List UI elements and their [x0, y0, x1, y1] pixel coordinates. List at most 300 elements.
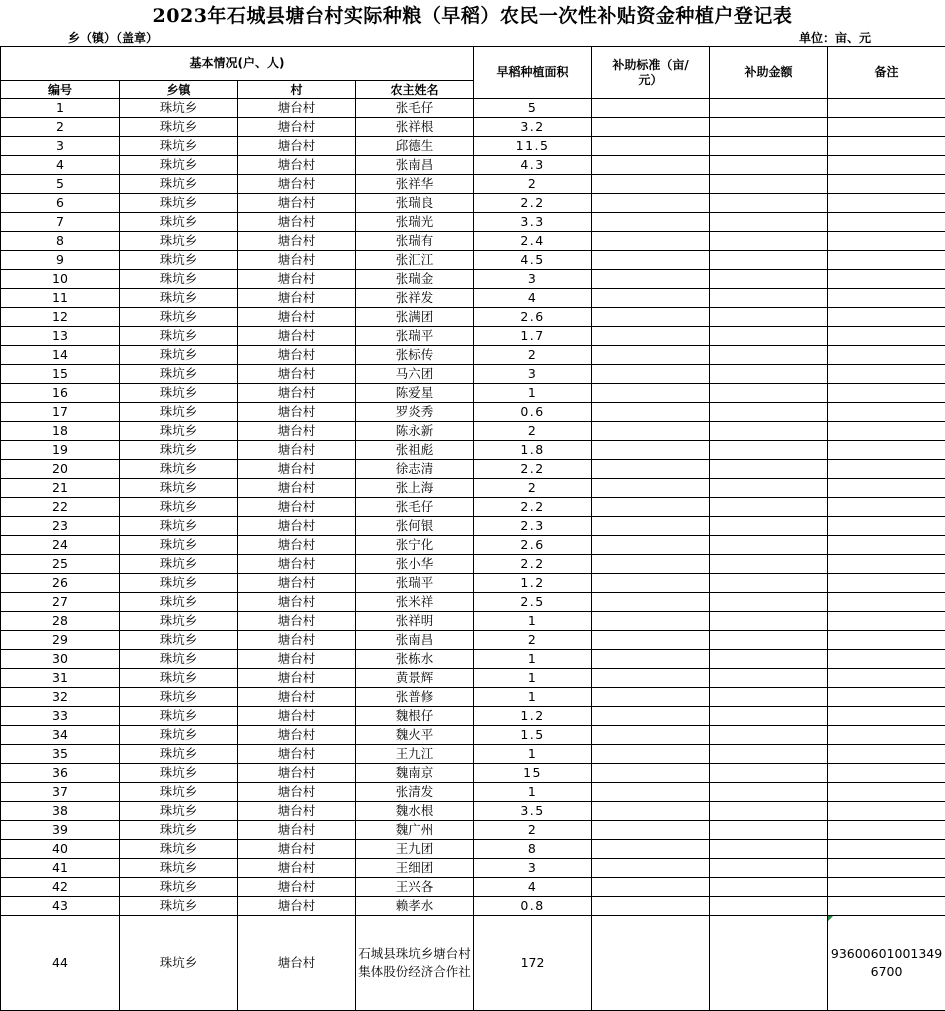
cell-subsidy-amount — [710, 289, 828, 308]
cell-township: 珠坑乡 — [120, 194, 238, 213]
cell-farmer-name: 魏根仔 — [356, 707, 474, 726]
cell-subsidy-amount — [710, 460, 828, 479]
cell-township: 珠坑乡 — [120, 555, 238, 574]
cell-subsidy-standard — [592, 593, 710, 612]
cell-remarks — [828, 840, 945, 859]
cell-village: 塘台村 — [238, 422, 356, 441]
table-row — [1, 916, 945, 1011]
table-row — [1, 365, 945, 384]
table-row — [1, 137, 945, 156]
cell-remarks — [828, 536, 945, 555]
cell-township: 珠坑乡 — [120, 707, 238, 726]
cell-farmer-name: 张普修 — [356, 688, 474, 707]
cell-township: 珠坑乡 — [120, 213, 238, 232]
sub-header-row — [0, 30, 945, 46]
cell-no: 10 — [1, 270, 120, 289]
table-row — [1, 555, 945, 574]
cell-township: 珠坑乡 — [120, 593, 238, 612]
table-row — [1, 707, 945, 726]
table-row — [1, 612, 945, 631]
cell-early-rice-area: 1.5 — [474, 726, 592, 745]
cell-early-rice-area: 4.5 — [474, 251, 592, 270]
cell-subsidy-standard — [592, 878, 710, 897]
cell-subsidy-standard — [592, 289, 710, 308]
cell-remarks — [828, 612, 945, 631]
cell-township: 珠坑乡 — [120, 99, 238, 118]
cell-village: 塘台村 — [238, 859, 356, 878]
table-row — [1, 251, 945, 270]
cell-remarks — [828, 194, 945, 213]
cell-subsidy-standard — [592, 669, 710, 688]
cell-early-rice-area: 15 — [474, 764, 592, 783]
cell-subsidy-standard — [592, 460, 710, 479]
cell-remarks — [828, 878, 945, 897]
table-row — [1, 289, 945, 308]
cell-no: 6 — [1, 194, 120, 213]
cell-no: 5 — [1, 175, 120, 194]
cell-subsidy-amount — [710, 175, 828, 194]
cell-no: 42 — [1, 878, 120, 897]
cell-subsidy-amount — [710, 422, 828, 441]
cell-subsidy-amount — [710, 517, 828, 536]
cell-village: 塘台村 — [238, 631, 356, 650]
cell-remarks — [828, 897, 945, 916]
cell-subsidy-standard — [592, 764, 710, 783]
cell-farmer-name: 陈永新 — [356, 422, 474, 441]
cell-no: 9 — [1, 251, 120, 270]
cell-village: 塘台村 — [238, 802, 356, 821]
cell-township: 珠坑乡 — [120, 441, 238, 460]
table-row — [1, 821, 945, 840]
cell-subsidy-amount — [710, 536, 828, 555]
cell-subsidy-standard — [592, 897, 710, 916]
cell-no: 34 — [1, 726, 120, 745]
cell-subsidy-amount — [710, 555, 828, 574]
cell-early-rice-area: 11.5 — [474, 137, 592, 156]
cell-township: 珠坑乡 — [120, 175, 238, 194]
cell-remarks — [828, 916, 945, 1011]
table-row — [1, 441, 945, 460]
header-no: 编号 — [1, 81, 120, 99]
cell-township: 珠坑乡 — [120, 897, 238, 916]
cell-farmer-name: 张瑞良 — [356, 194, 474, 213]
cell-subsidy-amount — [710, 384, 828, 403]
cell-remarks — [828, 802, 945, 821]
cell-subsidy-standard — [592, 726, 710, 745]
cell-township: 珠坑乡 — [120, 688, 238, 707]
township-seal-label: 乡（镇）（盖章） — [68, 30, 158, 46]
cell-township: 珠坑乡 — [120, 137, 238, 156]
table-row — [1, 403, 945, 422]
cell-remarks — [828, 384, 945, 403]
cell-remarks — [828, 821, 945, 840]
table-row — [1, 878, 945, 897]
cell-township: 珠坑乡 — [120, 422, 238, 441]
cell-subsidy-standard — [592, 612, 710, 631]
cell-township: 珠坑乡 — [120, 498, 238, 517]
cell-early-rice-area: 4 — [474, 878, 592, 897]
cell-no: 41 — [1, 859, 120, 878]
cell-remarks — [828, 213, 945, 232]
cell-no: 23 — [1, 517, 120, 536]
cell-township: 珠坑乡 — [120, 726, 238, 745]
cell-early-rice-area: 1 — [474, 612, 592, 631]
cell-farmer-name: 石城县珠坑乡塘台村集体股份经济合作社 — [356, 916, 474, 1011]
cell-subsidy-amount — [710, 251, 828, 270]
table-row — [1, 308, 945, 327]
cell-no: 25 — [1, 555, 120, 574]
table-row — [1, 745, 945, 764]
table-row — [1, 574, 945, 593]
cell-remarks — [828, 308, 945, 327]
table-row — [1, 384, 945, 403]
table-row — [1, 194, 945, 213]
cell-township: 珠坑乡 — [120, 574, 238, 593]
cell-farmer-name: 张毛仔 — [356, 99, 474, 118]
cell-subsidy-standard — [592, 745, 710, 764]
cell-village: 塘台村 — [238, 460, 356, 479]
header-village: 村 — [238, 81, 356, 99]
cell-subsidy-standard — [592, 175, 710, 194]
cell-subsidy-amount — [710, 156, 828, 175]
cell-remarks — [828, 137, 945, 156]
cell-village: 塘台村 — [238, 156, 356, 175]
cell-early-rice-area: 2.5 — [474, 593, 592, 612]
table-row — [1, 118, 945, 137]
cell-remarks — [828, 346, 945, 365]
cell-township: 珠坑乡 — [120, 251, 238, 270]
cell-subsidy-amount — [710, 897, 828, 916]
cell-early-rice-area: 1 — [474, 783, 592, 802]
cell-subsidy-amount — [710, 593, 828, 612]
cell-no: 36 — [1, 764, 120, 783]
cell-no: 30 — [1, 650, 120, 669]
cell-remarks — [828, 365, 945, 384]
cell-subsidy-amount — [710, 650, 828, 669]
cell-village: 塘台村 — [238, 650, 356, 669]
cell-subsidy-standard — [592, 707, 710, 726]
cell-farmer-name: 张南昌 — [356, 156, 474, 175]
cell-no: 32 — [1, 688, 120, 707]
cell-farmer-name: 赖孝水 — [356, 897, 474, 916]
cell-farmer-name: 徐志清 — [356, 460, 474, 479]
cell-village: 塘台村 — [238, 517, 356, 536]
cell-farmer-name: 王九江 — [356, 745, 474, 764]
cell-no: 24 — [1, 536, 120, 555]
cell-comment-marker — [828, 916, 833, 921]
cell-village: 塘台村 — [238, 498, 356, 517]
table-row — [1, 175, 945, 194]
cell-township: 珠坑乡 — [120, 783, 238, 802]
page-title: 2023年石城县塘台村实际种粮（早稻）农民一次性补贴资金种植户登记表 — [0, 0, 945, 30]
cell-early-rice-area: 3 — [474, 365, 592, 384]
cell-farmer-name: 陈爱星 — [356, 384, 474, 403]
cell-subsidy-standard — [592, 308, 710, 327]
cell-subsidy-amount — [710, 840, 828, 859]
cell-subsidy-standard — [592, 517, 710, 536]
cell-village: 塘台村 — [238, 441, 356, 460]
cell-township: 珠坑乡 — [120, 156, 238, 175]
cell-village: 塘台村 — [238, 764, 356, 783]
cell-no: 20 — [1, 460, 120, 479]
cell-early-rice-area: 1 — [474, 669, 592, 688]
table-row — [1, 156, 945, 175]
cell-early-rice-area: 3 — [474, 859, 592, 878]
header-row-1 — [1, 47, 945, 81]
table-row — [1, 764, 945, 783]
cell-township: 珠坑乡 — [120, 878, 238, 897]
cell-remarks — [828, 327, 945, 346]
cell-early-rice-area: 1.7 — [474, 327, 592, 346]
cell-early-rice-area: 3 — [474, 270, 592, 289]
cell-village: 塘台村 — [238, 688, 356, 707]
cell-village: 塘台村 — [238, 213, 356, 232]
cell-early-rice-area: 2 — [474, 821, 592, 840]
cell-remarks — [828, 460, 945, 479]
cell-farmer-name: 王兴各 — [356, 878, 474, 897]
cell-village: 塘台村 — [238, 555, 356, 574]
cell-no: 38 — [1, 802, 120, 821]
cell-remarks — [828, 859, 945, 878]
cell-subsidy-standard — [592, 536, 710, 555]
cell-farmer-name: 张祥发 — [356, 289, 474, 308]
cell-township: 珠坑乡 — [120, 308, 238, 327]
cell-no: 18 — [1, 422, 120, 441]
cell-subsidy-amount — [710, 270, 828, 289]
cell-remarks — [828, 688, 945, 707]
cell-remarks — [828, 156, 945, 175]
cell-subsidy-standard — [592, 441, 710, 460]
cell-village: 塘台村 — [238, 346, 356, 365]
cell-remarks — [828, 498, 945, 517]
cell-township: 珠坑乡 — [120, 289, 238, 308]
cell-village: 塘台村 — [238, 574, 356, 593]
table-row — [1, 270, 945, 289]
cell-early-rice-area: 2.6 — [474, 536, 592, 555]
cell-no: 33 — [1, 707, 120, 726]
cell-township: 珠坑乡 — [120, 916, 238, 1011]
header-basic-info: 基本情况(户、人) — [1, 47, 474, 81]
cell-no: 19 — [1, 441, 120, 460]
cell-subsidy-amount — [710, 726, 828, 745]
table-row — [1, 536, 945, 555]
cell-farmer-name: 黄景辉 — [356, 669, 474, 688]
cell-subsidy-standard — [592, 137, 710, 156]
cell-no: 1 — [1, 99, 120, 118]
cell-village: 塘台村 — [238, 593, 356, 612]
cell-remarks — [828, 631, 945, 650]
cell-early-rice-area: 1.2 — [474, 707, 592, 726]
header-subsidy-standard: 补助标准（亩/元） — [592, 47, 710, 99]
cell-no: 15 — [1, 365, 120, 384]
cell-village: 塘台村 — [238, 536, 356, 555]
cell-early-rice-area: 2.4 — [474, 232, 592, 251]
cell-farmer-name: 张毛仔 — [356, 498, 474, 517]
cell-no: 7 — [1, 213, 120, 232]
cell-farmer-name: 马六团 — [356, 365, 474, 384]
table-row — [1, 479, 945, 498]
cell-no: 13 — [1, 327, 120, 346]
cell-subsidy-standard — [592, 403, 710, 422]
cell-subsidy-standard — [592, 802, 710, 821]
cell-no: 4 — [1, 156, 120, 175]
header-subsidy-amount: 补助金额 — [710, 47, 828, 99]
cell-subsidy-amount — [710, 99, 828, 118]
cell-village: 塘台村 — [238, 612, 356, 631]
cell-subsidy-amount — [710, 612, 828, 631]
cell-no: 31 — [1, 669, 120, 688]
cell-no: 8 — [1, 232, 120, 251]
cell-subsidy-standard — [592, 327, 710, 346]
cell-farmer-name: 张南昌 — [356, 631, 474, 650]
cell-subsidy-amount — [710, 118, 828, 137]
cell-early-rice-area: 1 — [474, 745, 592, 764]
cell-subsidy-amount — [710, 441, 828, 460]
cell-early-rice-area: 4.3 — [474, 156, 592, 175]
cell-early-rice-area: 0.8 — [474, 897, 592, 916]
cell-village: 塘台村 — [238, 821, 356, 840]
cell-village: 塘台村 — [238, 916, 356, 1011]
cell-subsidy-amount — [710, 194, 828, 213]
cell-subsidy-standard — [592, 650, 710, 669]
cell-early-rice-area: 3.2 — [474, 118, 592, 137]
cell-early-rice-area: 2.2 — [474, 555, 592, 574]
cell-remarks — [828, 669, 945, 688]
cell-village: 塘台村 — [238, 175, 356, 194]
cell-subsidy-amount — [710, 764, 828, 783]
cell-subsidy-amount — [710, 479, 828, 498]
cell-village: 塘台村 — [238, 137, 356, 156]
table-row — [1, 802, 945, 821]
table-row — [1, 346, 945, 365]
cell-township: 珠坑乡 — [120, 536, 238, 555]
cell-subsidy-standard — [592, 422, 710, 441]
cell-early-rice-area: 2 — [474, 479, 592, 498]
cell-township: 珠坑乡 — [120, 764, 238, 783]
unit-label: 单位：亩、元 — [799, 30, 871, 46]
cell-village: 塘台村 — [238, 99, 356, 118]
cell-early-rice-area: 3.5 — [474, 802, 592, 821]
cell-farmer-name: 魏水根 — [356, 802, 474, 821]
table-row — [1, 99, 945, 118]
header-remarks: 备注 — [828, 47, 945, 99]
cell-no: 16 — [1, 384, 120, 403]
cell-farmer-name: 张何银 — [356, 517, 474, 536]
cell-early-rice-area: 3.3 — [474, 213, 592, 232]
table-row — [1, 232, 945, 251]
cell-remarks — [828, 441, 945, 460]
cell-subsidy-amount — [710, 859, 828, 878]
cell-subsidy-amount — [710, 916, 828, 1011]
remark-account-number: 936006010013496700 — [828, 945, 945, 981]
cell-no: 22 — [1, 498, 120, 517]
cell-farmer-name: 张瑞平 — [356, 574, 474, 593]
cell-subsidy-standard — [592, 916, 710, 1011]
cell-no: 40 — [1, 840, 120, 859]
cell-no: 44 — [1, 916, 120, 1011]
cell-subsidy-standard — [592, 574, 710, 593]
cell-village: 塘台村 — [238, 365, 356, 384]
cell-subsidy-standard — [592, 555, 710, 574]
table-row — [1, 859, 945, 878]
cell-township: 珠坑乡 — [120, 612, 238, 631]
cell-township: 珠坑乡 — [120, 479, 238, 498]
cell-subsidy-standard — [592, 783, 710, 802]
cell-village: 塘台村 — [238, 669, 356, 688]
cell-early-rice-area: 2 — [474, 422, 592, 441]
cell-farmer-name: 张瑞有 — [356, 232, 474, 251]
cell-subsidy-standard — [592, 270, 710, 289]
table-row — [1, 517, 945, 536]
cell-subsidy-standard — [592, 194, 710, 213]
cell-village: 塘台村 — [238, 707, 356, 726]
table-row — [1, 631, 945, 650]
cell-early-rice-area: 1 — [474, 688, 592, 707]
cell-remarks — [828, 403, 945, 422]
cell-farmer-name: 张米祥 — [356, 593, 474, 612]
cell-remarks — [828, 574, 945, 593]
cell-early-rice-area: 1 — [474, 384, 592, 403]
cell-township: 珠坑乡 — [120, 403, 238, 422]
cell-early-rice-area: 2.2 — [474, 498, 592, 517]
cell-remarks — [828, 745, 945, 764]
cell-subsidy-amount — [710, 574, 828, 593]
cell-township: 珠坑乡 — [120, 327, 238, 346]
cell-subsidy-standard — [592, 479, 710, 498]
cell-township: 珠坑乡 — [120, 270, 238, 289]
cell-subsidy-amount — [710, 403, 828, 422]
cell-farmer-name: 张祥根 — [356, 118, 474, 137]
cell-no: 26 — [1, 574, 120, 593]
cell-farmer-name: 张汇江 — [356, 251, 474, 270]
cell-village: 塘台村 — [238, 783, 356, 802]
cell-subsidy-standard — [592, 251, 710, 270]
header-township: 乡镇 — [120, 81, 238, 99]
cell-no: 11 — [1, 289, 120, 308]
cell-township: 珠坑乡 — [120, 232, 238, 251]
cell-early-rice-area: 2.3 — [474, 517, 592, 536]
cell-no: 12 — [1, 308, 120, 327]
cell-subsidy-amount — [710, 631, 828, 650]
cell-village: 塘台村 — [238, 384, 356, 403]
cell-remarks — [828, 555, 945, 574]
cell-township: 珠坑乡 — [120, 118, 238, 137]
cell-remarks — [828, 593, 945, 612]
cell-farmer-name: 张清发 — [356, 783, 474, 802]
cell-farmer-name: 张祥华 — [356, 175, 474, 194]
cell-early-rice-area: 1 — [474, 650, 592, 669]
header-farmer-name: 农主姓名 — [356, 81, 474, 99]
cell-subsidy-amount — [710, 308, 828, 327]
cell-farmer-name: 张上海 — [356, 479, 474, 498]
cell-early-rice-area: 4 — [474, 289, 592, 308]
cell-no: 39 — [1, 821, 120, 840]
cell-village: 塘台村 — [238, 194, 356, 213]
cell-remarks — [828, 118, 945, 137]
table-row — [1, 726, 945, 745]
cell-farmer-name: 张瑞光 — [356, 213, 474, 232]
cell-remarks — [828, 783, 945, 802]
cell-subsidy-amount — [710, 707, 828, 726]
cell-no: 43 — [1, 897, 120, 916]
table-row — [1, 897, 945, 916]
cell-township: 珠坑乡 — [120, 517, 238, 536]
cell-subsidy-standard — [592, 688, 710, 707]
cell-farmer-name: 邱德生 — [356, 137, 474, 156]
cell-subsidy-standard — [592, 232, 710, 251]
table-row — [1, 840, 945, 859]
cell-remarks — [828, 422, 945, 441]
